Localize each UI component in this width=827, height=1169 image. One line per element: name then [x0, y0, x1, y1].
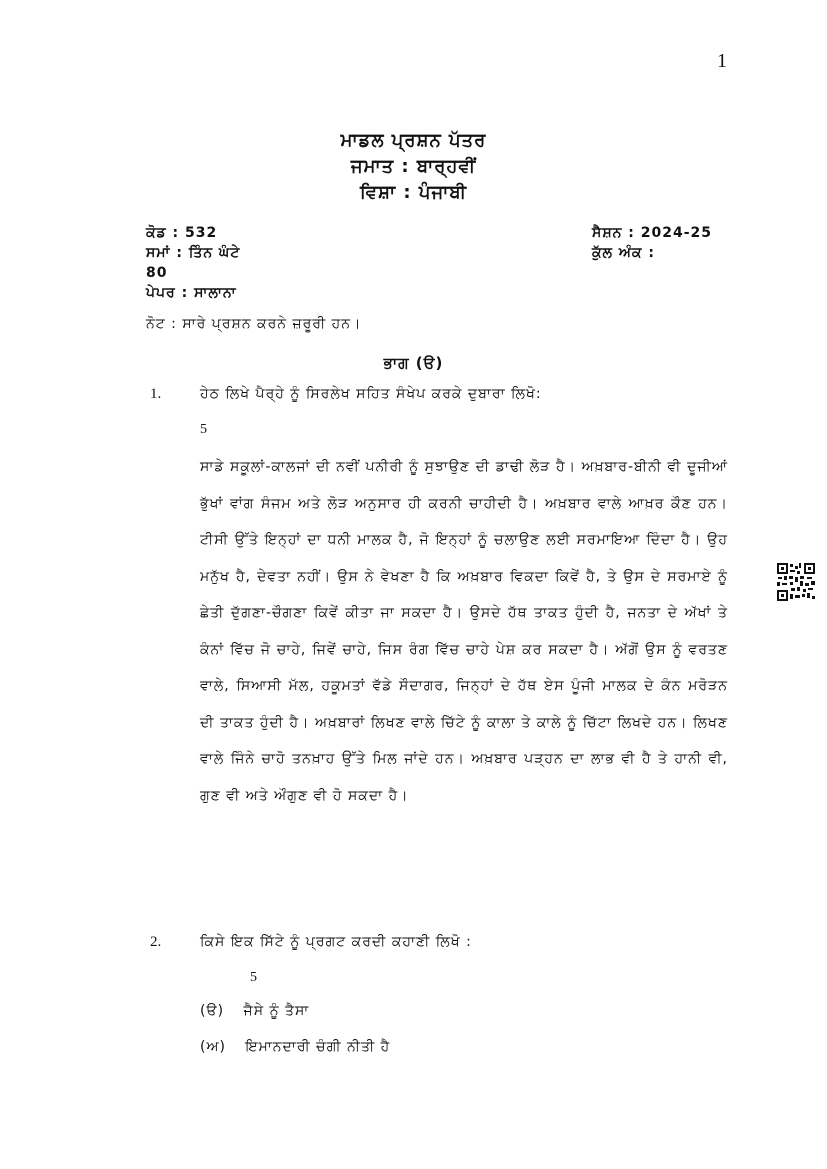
code-label: ਕੋਡ : 532: [146, 225, 218, 241]
question-2-number: 2.: [150, 934, 162, 950]
paper-type-label: ਪੇਪਰ : ਸਾਲਾਨਾ: [146, 285, 237, 301]
option-a-label: (ੳ): [200, 1003, 225, 1019]
question-2-marks: 5: [250, 970, 257, 985]
option-a: [200, 1003, 309, 1019]
option-a-text: ਜੈਸੇ ਨੂੰ ਤੈਸਾ: [243, 1003, 310, 1019]
part-heading: ਭਾਗ (ੳ): [383, 354, 444, 372]
question-1-passage: [200, 449, 728, 814]
passage-text: ਸਾਡੇ ਸਕੂਲਾਂ-ਕਾਲਜਾਂ ਦੀ ਨਵੀਂ ਪਨੀਰੀ ਨੂੰ ਸੁਝਾਉਣ ਦੀ ਡਾਢੀ ਲੋੜ ਹੈ। ਅਖ਼ਬਾਰ-ਬੀਨੀ ਵੀ ਦੂਜੀਆਂ ਭੁੱਖਾਂ ਵਾਂਗ ਸੰਜਮ ਅਤੇ ਲੋੜ ਅਨੁਸਾਰ ਹੀ ਕਰਨੀ ਚਾਹੀਦੀ ਹੈ। ਅਖ਼ਬਾਰ ਵਾਲੇ ਆਖ਼ਰ ਕੌਣ ਹਨ। ਟੀਸੀ ਉੱਤੇ ਇਨ੍ਹਾਂ ਦਾ ਧਨੀ ਮਾਲਕ ਹੈ, ਜੋ ਇਨ੍ਹਾਂ ਨੂੰ ਚਲਾਉਣ ਲਈ ਸਰਮਾਇਆ ਦਿੰਦਾ ਹੈ। ਉਹ ਮਨੁੱਖ ਹੈ, ਦੇਵਤਾ ਨਹੀਂ। ਉਸ ਨੇ ਵੇਖਣਾ ਹੈ ਕਿ ਅਖ਼ਬਾਰ ਵਿਕਦਾ ਕਿਵੇਂ ਹੈ, ਤੇ ਉਸ ਦੇ ਸਰਮਾਏ ਨੂੰ ਛੇਤੀ ਦੁੱਗਣਾ-ਚੌਗਣਾ ਕਿਵੇਂ ਕੀਤਾ ਜਾ ਸਕਦਾ ਹੈ। ਉਸਦੇ ਹੱਥ ਤਾਕਤ ਹੁੰਦੀ ਹੈ, ਜਨਤਾ ਦੇ ਅੱਖਾਂ ਤੇ ਕੰਨਾਂ ਵਿੱਚ ਜੋ ਚਾਹੇ, ਜਿਵੇਂ ਚਾਹੇ, ਜਿਸ ਰੰਗ ਵਿੱਚ ਚਾਹੇ ਪੇਸ਼ ਕਰ ਸਕਦਾ ਹੈ। ਅੱਗੋਂ ਉਸ ਨੂੰ ਵਰਤਣ ਵਾਲੇ, ਸਿਆਸੀ ਮੱਲ, ਹਕੂਮਤਾਂ ਵੱਡੇ ਸੌਦਾਗਰ, ਜਿਨ੍ਹਾਂ ਦੇ ਹੱਥ ਏਸ ਪੂੰਜੀ ਮਾਲਕ ਦੇ ਕੰਨ ਮਰੋੜਨ ਦੀ ਤਾਕਤ ਹੁੰਦੀ ਹੈ। ਅਖ਼ਬਾਰਾਂ ਲਿਖਣ ਵਾਲੇ ਚਿੱਟੇ ਨੂੰ ਕਾਲਾ ਤੇ ਕਾਲੇ ਨੂੰ ਚਿੱਟਾ ਲਿਖਦੇ ਹਨ। ਲਿਖਣ ਵਾਲੇ ਜਿੰਨੇ ਚਾਹੋ ਤਨਖ਼ਾਹ ਉੱਤੇ ਮਿਲ ਜਾਂਦੇ ਹਨ। ਅਖ਼ਬਾਰ ਪੜ੍ਹਨ ਦਾ ਲਾਭ ਵੀ ਹੈ ਤੇ ਹਾਨੀ ਵੀ, ਗੁਣ ਵੀ ਅਤੇ ਔਗੁਣ ਵੀ ਹੋ ਸਕਦਾ ਹੈ।: [200, 459, 728, 804]
question-1-number: 1.: [150, 386, 162, 402]
class-line: ਜਮਾਤ : ਬਾਰ੍ਹਵੀਂ: [350, 156, 477, 177]
instructions-note: ਨੋਟ : ਸਾਰੇ ਪ੍ਰਸ਼ਨ ਕਰਨੇ ਜ਼ਰੂਰੀ ਹਨ।: [146, 316, 362, 332]
session-label: ਸੈਸ਼ਨ : 2024-25: [592, 225, 713, 241]
time-label: ਸਮਾਂ : ਤਿੰਨ ਘੰਟੇ: [146, 245, 241, 261]
total-marks-label: ਕੁੱਲ ਅੰਕ :: [592, 245, 655, 261]
title-block: [0, 128, 827, 206]
subject-line: ਵਿਸ਼ਾ : ਪੰਜਾਬੀ: [359, 182, 468, 203]
option-b-text: ਇਮਾਨਦਾਰੀ ਚੰਗੀ ਨੀਤੀ ਹੈ: [245, 1039, 391, 1055]
page-number: 1: [717, 50, 727, 72]
question-1-text: ਹੇਠ ਲਿਖੇ ਪੈਰ੍ਹੇ ਨੂੰ ਸਿਰਲੇਖ ਸਹਿਤ ਸੰਖੇਪ ਕਰਕੇ ਦੁਬਾਰਾ ਲਿਖੋ:: [200, 386, 542, 402]
option-b: [200, 1039, 390, 1055]
total-marks-value: 80: [146, 265, 168, 281]
option-b-label: (ਅ): [200, 1039, 226, 1055]
question-2-text: ਕਿਸੇ ਇਕ ਸਿੱਟੇ ਨੂੰ ਪ੍ਰਗਟ ਕਰਦੀ ਕਹਾਣੀ ਲਿਖੋ :: [200, 934, 472, 950]
qr-code-icon: [776, 562, 816, 602]
paper-title: ਮਾਡਲ ਪ੍ਰਸ਼ਨ ਪੱਤਰ: [340, 130, 487, 151]
question-1-marks: 5: [200, 422, 207, 437]
